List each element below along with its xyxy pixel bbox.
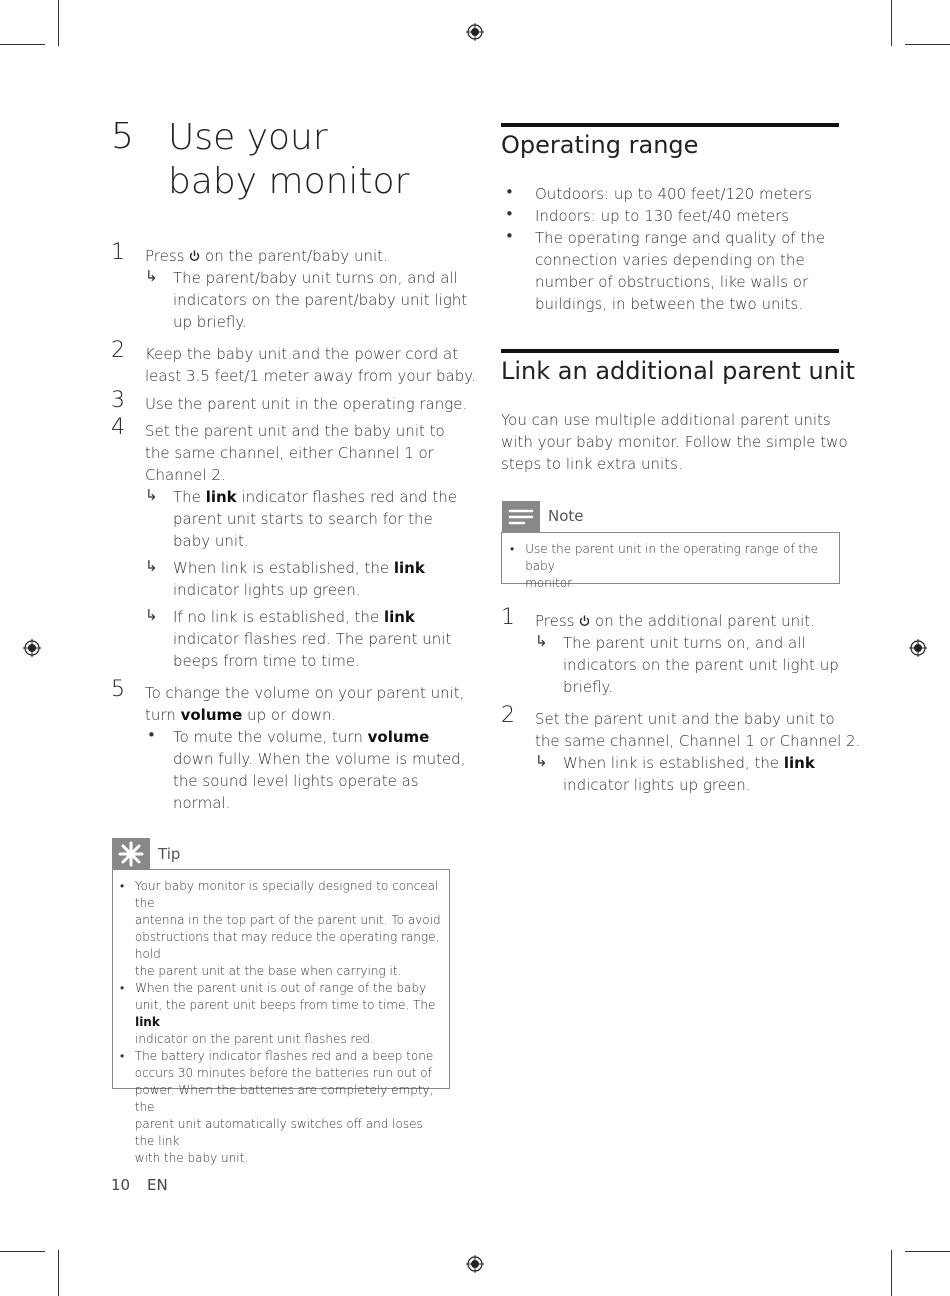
result-arrow-icon: ↳: [145, 557, 158, 575]
link-intro: [501, 409, 848, 475]
bullet-text-part: To mute the volume, turn: [173, 728, 363, 746]
result-text-part: indicator flashes red and the: [241, 488, 457, 506]
chapter-number: 5: [111, 116, 134, 157]
crop-mark: [891, 0, 892, 46]
note-item: [525, 541, 835, 592]
step-line: the same channel, either Channel 1 or: [145, 444, 434, 462]
bullet-icon: •: [120, 1049, 125, 1063]
tip-item: [135, 980, 445, 1048]
result-line: indicator lights up green.: [563, 776, 751, 794]
page-number: 10: [111, 1176, 131, 1194]
tip-icon: [112, 838, 150, 869]
step-text: [145, 420, 445, 486]
step-line: Set the parent unit and the baby unit to: [535, 710, 835, 728]
tip-content: [120, 878, 445, 1167]
registration-mark-icon: [466, 23, 484, 41]
tip-line: the parent unit at the base when carrying it.: [134, 964, 402, 978]
result-line: up briefly.: [173, 313, 247, 331]
step-text-part: up or down.: [247, 706, 337, 724]
volume-keyword: volume: [180, 706, 243, 724]
bullet-icon: •: [147, 726, 156, 744]
result-text: [173, 557, 425, 601]
range-line: connection varies depending on the: [535, 251, 805, 269]
bullet-text: [173, 726, 465, 814]
section-rule: [501, 123, 839, 127]
step-text: [145, 245, 388, 268]
bullet-line: down fully. When the volume is muted,: [173, 750, 466, 768]
chapter-title: [168, 116, 409, 204]
intro-line: with your baby monitor. Follow the simple two: [501, 433, 848, 451]
link-keyword: link: [135, 1015, 160, 1029]
crop-mark: [905, 44, 950, 45]
result-line: beeps from time to time.: [173, 652, 360, 670]
link-keyword: link: [393, 559, 425, 577]
tip-label: Tip: [158, 845, 181, 863]
range-line: number of obstructions, like walls or: [535, 273, 809, 291]
power-icon: [579, 611, 590, 633]
step-line: the same channel, Channel 1 or Channel 2.: [535, 732, 861, 750]
result-text: [173, 606, 451, 672]
link-keyword: link: [783, 754, 815, 772]
note-line: monitor.: [525, 576, 575, 590]
result-arrow-icon: ↳: [145, 486, 158, 504]
step-text: [535, 708, 860, 752]
tip-line: indicator on the parent unit flashes red.: [135, 1032, 374, 1046]
registration-mark-icon: [23, 639, 41, 657]
result-line: indicator flashes red. The parent unit: [173, 630, 452, 648]
result-text-part: The: [173, 488, 201, 506]
bullet-icon: •: [505, 183, 514, 201]
step-line: Set the parent unit and the baby unit to: [145, 422, 445, 440]
volume-keyword: volume: [367, 728, 430, 746]
tip-item: [135, 878, 445, 980]
section-heading-link: Link an additional parent unit: [501, 357, 855, 385]
step-number: 2: [111, 338, 125, 363]
registration-mark-icon: [466, 1255, 484, 1273]
result-line: parent unit starts to search for the: [173, 510, 433, 528]
step-text: Use the parent unit in the operating range.: [145, 395, 468, 413]
bullet-icon: •: [120, 981, 125, 995]
result-text: [173, 267, 467, 333]
step-text-post: on the parent/baby unit.: [205, 247, 388, 265]
step-line: Channel 2.: [145, 466, 226, 484]
result-arrow-icon: ↳: [535, 752, 548, 770]
tip-line: power. When the batteries are completely empty, the: [134, 1083, 434, 1114]
tip-text-part: unit, the parent unit beeps from time to time. The: [135, 998, 436, 1012]
link-keyword: link: [205, 488, 237, 506]
result-arrow-icon: ↳: [145, 267, 158, 285]
range-bullet: [535, 227, 825, 315]
note-icon: [502, 501, 540, 532]
link-keyword: link: [383, 608, 415, 626]
result-line: The parent unit turns on, and all: [563, 634, 806, 652]
range-line: The operating range and quality of the: [535, 229, 826, 247]
step-line: Keep the baby unit and the power cord at: [145, 345, 459, 363]
result-line: indicators on the parent unit light up: [563, 656, 839, 674]
registration-mark-icon: [909, 639, 927, 657]
result-text: [563, 752, 815, 796]
tip-line: obstructions that may reduce the operating range, hold: [134, 930, 440, 961]
tip-line: Your baby monitor is specially designed to conceal the: [134, 879, 439, 910]
intro-line: steps to link extra units.: [501, 455, 683, 473]
range-bullet: Indoors: up to 130 feet/40 meters: [535, 207, 790, 225]
step-text-pre: Press: [145, 247, 185, 265]
result-line: baby unit.: [173, 532, 249, 550]
result-line: indicators on the parent/baby unit light: [173, 291, 468, 309]
result-text: [563, 632, 839, 698]
result-line: indicator lights up green.: [173, 581, 361, 599]
crop-mark: [58, 0, 59, 46]
chapter-title-line: Use your: [168, 117, 328, 158]
note-content: [510, 541, 835, 592]
bullet-icon: •: [505, 205, 514, 223]
section-heading-operating-range: Operating range: [501, 131, 699, 159]
step-line: To change the volume on your parent unit,: [145, 684, 465, 702]
bullet-icon: •: [505, 227, 514, 245]
step-number: 5: [111, 677, 125, 702]
result-line: The parent/baby unit turns on, and all: [173, 269, 458, 287]
step-text: [535, 610, 815, 633]
result-text-part: If no link is established, the: [173, 608, 380, 626]
result-arrow-icon: ↳: [145, 606, 158, 624]
step-line: least 3.5 feet/1 meter away from your baby.: [145, 367, 476, 385]
step-number: 4: [111, 415, 125, 440]
tip-line: When the parent unit is out of range of the baby: [135, 981, 427, 995]
tip-line: parent unit automatically switches off and loses the link: [134, 1117, 423, 1148]
tip-line: with the baby unit.: [134, 1151, 249, 1165]
step-text-pre: Press: [535, 612, 575, 630]
result-text-part: When link is established, the: [563, 754, 780, 772]
section-rule: [501, 349, 839, 353]
tip-line: occurs 30 minutes before the batteries run out of: [134, 1066, 432, 1080]
bullet-line: the sound level lights operate as: [173, 772, 419, 790]
range-bullet: Outdoors: up to 400 feet/120 meters: [535, 185, 812, 203]
result-text-part: When link is established, the: [173, 559, 390, 577]
chapter-title-line: baby monitor: [168, 161, 410, 202]
crop-mark: [905, 1251, 950, 1252]
step-number: 1: [501, 605, 515, 630]
bullet-icon: •: [120, 879, 125, 893]
step-number: 2: [501, 703, 515, 728]
crop-mark: [891, 1250, 892, 1296]
tip-line: The battery indicator flashes red and a beep tone: [134, 1049, 434, 1063]
tip-line: antenna in the top part of the parent unit. To avoid: [134, 913, 441, 927]
step-text: [145, 343, 476, 387]
result-arrow-icon: ↳: [535, 632, 548, 650]
result-line: briefly.: [563, 678, 614, 696]
crop-mark: [58, 1250, 59, 1296]
intro-line: You can use multiple additional parent units: [501, 411, 831, 429]
result-text: [173, 486, 457, 552]
language-code: EN: [147, 1176, 168, 1194]
range-line: buildings, in between the two units.: [535, 295, 804, 313]
tip-item: [135, 1048, 445, 1167]
power-icon: [189, 246, 200, 268]
step-text-post: on the additional parent unit.: [595, 612, 815, 630]
step-text: [145, 682, 464, 726]
note-line: Use the parent unit in the operating range of the baby: [525, 542, 819, 573]
note-label: Note: [548, 507, 584, 525]
bullet-line: normal.: [173, 794, 231, 812]
crop-mark: [0, 44, 45, 45]
crop-mark: [0, 1251, 45, 1252]
step-text-part: turn: [145, 706, 176, 724]
bullet-icon: •: [510, 542, 515, 556]
step-number: 3: [111, 388, 125, 413]
step-number: 1: [111, 240, 125, 265]
